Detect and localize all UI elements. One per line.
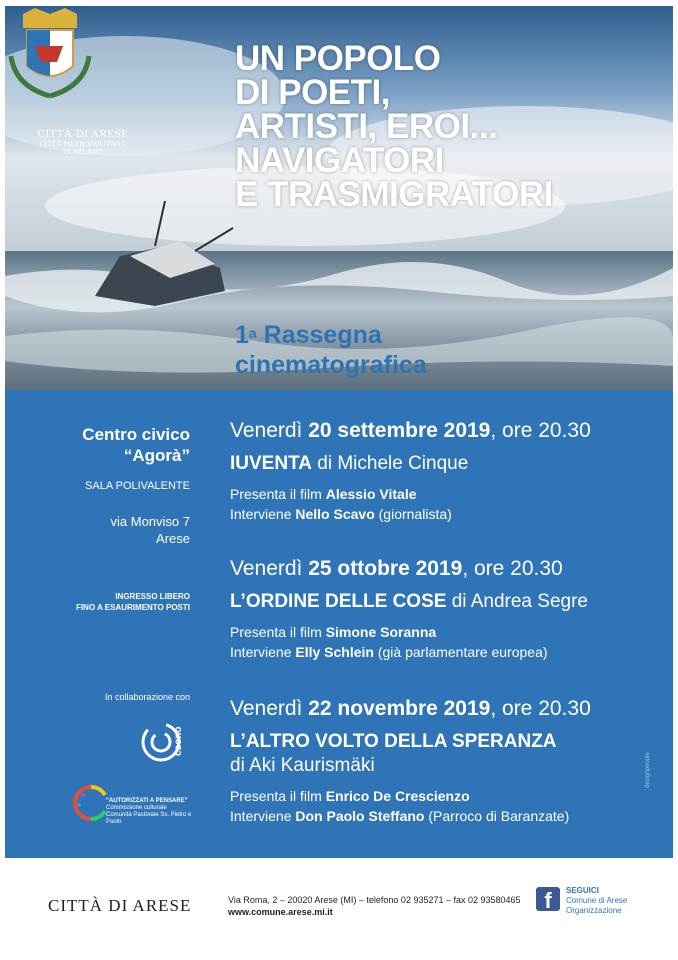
- venue-address: [5, 513, 190, 547]
- event-item: [230, 556, 588, 662]
- collaboration-label: In collaborazione con: [104, 692, 190, 702]
- csono-logo-icon: [133, 712, 193, 772]
- design-credit: designpeople: [645, 752, 651, 788]
- film-title: L’ORDINE DELLE COSE: [230, 591, 447, 612]
- event-director-line: [230, 754, 591, 778]
- title-line: DI POETI,: [235, 73, 390, 112]
- venue-address-line: via Monviso 7: [110, 514, 190, 529]
- hero-image: [5, 6, 673, 390]
- speaker-label: Interviene: [230, 506, 296, 522]
- event-speaker: [230, 806, 591, 826]
- event-item: [230, 696, 591, 826]
- footer: [0, 858, 678, 960]
- venue-entry: [5, 591, 190, 613]
- autorizzati-line: Comunità Pastorale Ss. Pietro e Paolo: [106, 812, 192, 825]
- event-presenter: [230, 484, 591, 504]
- crest-caption-metro: CITTÀ METROPOLITANA: [39, 140, 127, 148]
- follow-label: SEGUICI: [566, 886, 599, 895]
- speaker-label: Interviene: [230, 808, 296, 824]
- facebook-page-type: Organizzazione: [566, 906, 622, 915]
- title-line: UN POPOLO: [235, 39, 441, 78]
- facebook-text: [566, 886, 627, 916]
- event-date-value: 22 novembre 2019: [308, 697, 491, 720]
- crest-caption-city: CITTÀ DI ARESE: [37, 128, 129, 140]
- subtitle-number: 1: [235, 321, 249, 349]
- speaker-label: Interviene: [230, 644, 296, 660]
- venue-room: SALA POLIVALENTE: [85, 480, 190, 492]
- csono-logo-text: csono: [173, 726, 184, 756]
- subtitle-ordinal: a: [248, 325, 257, 341]
- event-day: Venerdì: [230, 419, 309, 442]
- film-director: di Michele Cinque: [311, 453, 469, 474]
- footer-address: [228, 894, 521, 918]
- program-panel: [5, 390, 673, 858]
- title-line: NAVIGATORI: [235, 141, 444, 180]
- speaker-note: (giornalista): [374, 506, 452, 522]
- speaker-note: (Parroco di Baranzate): [424, 808, 570, 824]
- facebook-page-name: Comune di Arese: [566, 896, 628, 905]
- facebook-icon[interactable]: f: [536, 887, 560, 911]
- title-line: ARTISTI, EROI...: [235, 107, 498, 146]
- autorizzati-title: “AUTORIZZATI A PENSARE”: [106, 798, 188, 804]
- speaker-note: (già parlamentare europea): [373, 644, 548, 660]
- speaker-name: Elly Schlein: [295, 644, 374, 660]
- presenter-label: Presenta il film: [230, 624, 326, 640]
- entry-line: INGRESSO LIBERO: [115, 592, 190, 601]
- event-speaker: [230, 642, 588, 662]
- event-date: [230, 556, 588, 582]
- event-time: , ore 20.30: [490, 419, 591, 442]
- event-date: [230, 418, 591, 444]
- film-title: L’ALTRO VOLTO DELLA SPERANZA: [230, 731, 557, 752]
- venue-name-line: “Agorà”: [123, 446, 190, 465]
- event-date-value: 25 ottobre 2019: [308, 557, 463, 580]
- event-time: , ore 20.30: [462, 557, 563, 580]
- title-line: E TRASMIGRATORI: [235, 175, 553, 214]
- event-day: Venerdì: [230, 557, 309, 580]
- autorizzati-line: Commissione culturale: [106, 805, 167, 811]
- event-speaker: [230, 504, 591, 524]
- speaker-name: Don Paolo Steffano: [295, 808, 425, 824]
- venue-name: [5, 424, 190, 466]
- event-time: , ore 20.30: [490, 697, 591, 720]
- crest-caption: [23, 128, 143, 156]
- film-title: IUVENTA: [230, 453, 312, 474]
- presenter-label: Presenta il film: [230, 788, 326, 804]
- event-film: [230, 452, 591, 476]
- event-date-value: 20 settembre 2019: [308, 419, 491, 442]
- speaker-name: Nello Scavo: [295, 506, 375, 522]
- event-film: [230, 590, 588, 614]
- film-director: di Andrea Segre: [446, 591, 588, 612]
- venue-address-line: Arese: [156, 531, 190, 546]
- subtitle-rassegna: Rassegna: [256, 321, 382, 349]
- presenter-name: Enrico De Crescienzo: [325, 788, 470, 804]
- autorizzati-text: [106, 798, 206, 826]
- event-film: [230, 730, 591, 754]
- crest-caption-milano: DI MILANO: [63, 148, 103, 156]
- footer-address-line: Via Roma, 2 – 20020 Arese (MI) – telefono 02 935271 – fax 02 93580465: [228, 895, 521, 905]
- footer-city: CITTÀ DI ARESE: [48, 896, 192, 915]
- poster-title: [235, 39, 553, 214]
- presenter-label: Presenta il film: [230, 486, 326, 502]
- presenter-name: Alessio Vitale: [325, 486, 417, 502]
- footer-website-link[interactable]: www.comune.arese.mi.it: [228, 907, 333, 917]
- city-crest-icon: [5, 6, 95, 101]
- event-presenter: [230, 622, 588, 642]
- film-director: di Aki Kaurismäki: [230, 755, 375, 776]
- entry-line: FINO A ESAURIMENTO POSTI: [76, 603, 190, 612]
- event-day: Venerdì: [230, 697, 309, 720]
- event-item: [230, 418, 591, 524]
- presenter-name: Simone Soranna: [325, 624, 437, 640]
- subtitle-cinematografica: cinematografica: [235, 351, 427, 379]
- event-date: [230, 696, 591, 722]
- event-presenter: [230, 786, 591, 806]
- autorizzati-logo-icon: [71, 783, 111, 823]
- venue-name-line: Centro civico: [82, 425, 190, 444]
- poster-subtitle: [235, 320, 427, 380]
